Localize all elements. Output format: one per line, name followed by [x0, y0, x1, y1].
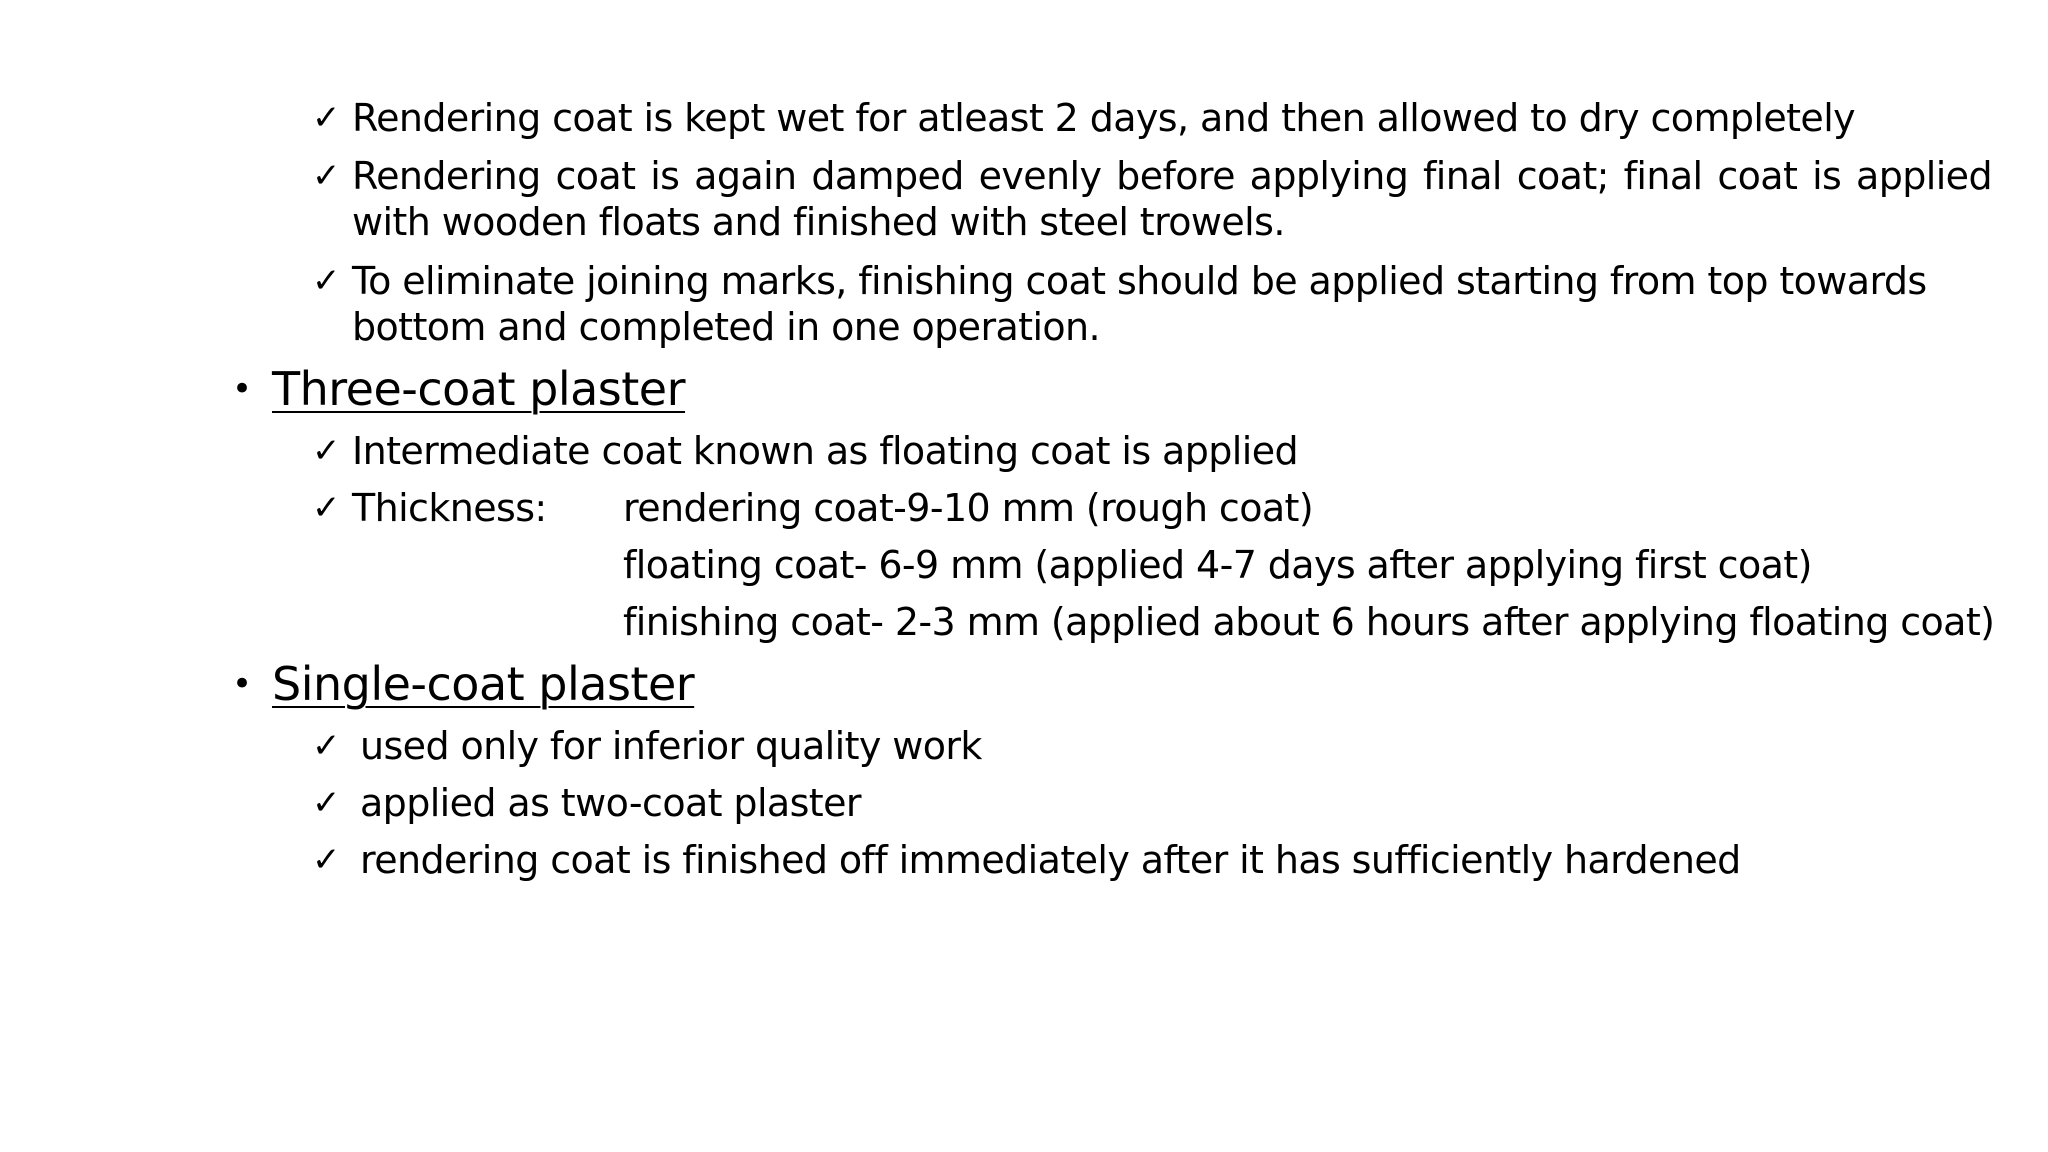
heading-text: Single-coat plaster	[272, 657, 695, 711]
heading-text: Three-coat plaster	[272, 362, 686, 416]
checkmark-icon: ✓	[312, 431, 340, 471]
thickness-value: rendering coat-9-10 mm (rough coat)	[623, 486, 1314, 530]
checkmark-icon: ✓	[312, 726, 340, 766]
checkmark-icon: ✓	[312, 156, 340, 196]
checklist-text: rendering coat is finished off immediately after it has sufficiently hardened	[360, 838, 1741, 882]
checkmark-icon: ✓	[312, 488, 340, 528]
checklist-text: Rendering coat is kept wet for atleast 2 days, and then allowed to dry completely	[352, 96, 1856, 140]
bullet-icon: •	[232, 664, 252, 704]
checkmark-icon: ✓	[312, 840, 340, 880]
thickness-value: floating coat- 6-9 mm (applied 4-7 days after applying first coat)	[623, 543, 1812, 587]
checkmark-icon: ✓	[312, 783, 340, 823]
checklist-text: To eliminate joining marks, finishing coat should be applied starting from top towards bottom and completed in one operation.	[352, 259, 1927, 349]
checkmark-icon: ✓	[312, 98, 340, 138]
thickness-label: Thickness:	[352, 486, 547, 530]
checklist-text: used only for inferior quality work	[360, 724, 982, 768]
bullet-icon: •	[232, 369, 252, 409]
thickness-value: finishing coat- 2-3 mm (applied about 6 hours after applying floating coat)	[623, 600, 1995, 644]
checklist-text: applied as two-coat plaster	[360, 781, 861, 825]
checkmark-icon: ✓	[312, 261, 340, 301]
checklist-text: Intermediate coat known as floating coat is applied	[352, 429, 1298, 473]
checklist-text: Rendering coat is again damped evenly before applying final coat; final coat is applied with wooden floats and finished with steel trowels.	[352, 154, 1992, 244]
